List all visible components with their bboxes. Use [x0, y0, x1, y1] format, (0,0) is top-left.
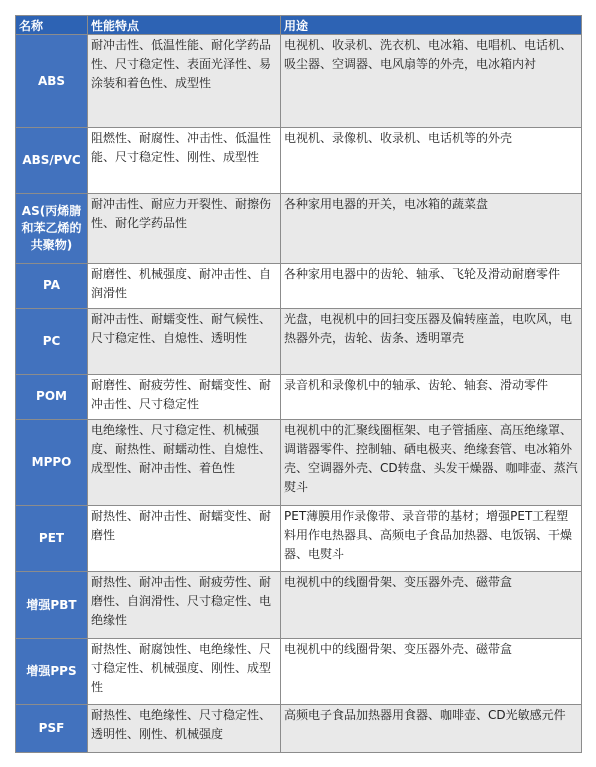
material-uses: 电视机中的汇聚线圈框架、电子管插座、高压绝缘罩、调谐器零件、控制轴、硒电极夹、绝缘套管、电冰箱外壳、空调器外壳、CD转盘、头发干燥器、咖啡壶、蒸汽熨斗 [281, 420, 582, 506]
material-uses: 录音机和录像机中的轴承、齿轮、轴套、滑动零件 [281, 374, 582, 419]
material-properties: 耐冲击性、低温性能、耐化学药品性、尺寸稳定性、表面光泽性、易涂装和着色性、成型性 [88, 35, 281, 128]
material-name: PA [16, 263, 88, 308]
material-name: AS(丙烯腈和苯乙烯的共聚物) [16, 194, 88, 263]
material-properties: 耐热性、电绝缘性、尺寸稳定性、透明性、刚性、机械强度 [88, 704, 281, 752]
material-uses: 各种家用电器的开关，电冰箱的蔬菜盘 [281, 194, 582, 263]
material-uses: 电视机中的线圈骨架、变压器外壳、磁带盒 [281, 638, 582, 704]
material-properties: 耐热性、耐冲击性、耐蠕变性、耐磨性 [88, 506, 281, 572]
material-properties: 耐热性、耐腐蚀性、电绝缘性、尺寸稳定性、机械强度、刚性、成型性 [88, 638, 281, 704]
material-name: PET [16, 506, 88, 572]
material-name: MPPO [16, 420, 88, 506]
table-row [16, 506, 582, 572]
material-properties: 阻燃性、耐腐性、冲击性、低温性能、尺寸稳定性、刚性、成型性 [88, 128, 281, 194]
material-properties: 耐冲击性、耐蠕变性、耐气候性、尺寸稳定性、自熄性、透明性 [88, 308, 281, 374]
material-uses: 各种家用电器中的齿轮、轴承、飞轮及滑动耐磨零件 [281, 263, 582, 308]
material-name: POM [16, 374, 88, 419]
material-name: PSF [16, 704, 88, 752]
table-row [16, 420, 582, 506]
material-uses: 电视机中的线圈骨架、变压器外壳、磁带盒 [281, 572, 582, 638]
material-properties: 耐热性、耐冲击性、耐疲劳性、耐磨性、自润滑性、尺寸稳定性、电绝缘性 [88, 572, 281, 638]
header-row [16, 16, 582, 35]
table-row [16, 194, 582, 263]
material-properties: 耐磨性、耐疲劳性、耐蠕变性、耐冲击性、尺寸稳定性 [88, 374, 281, 419]
header-properties: 性能特点 [88, 16, 281, 35]
table-row [16, 308, 582, 374]
material-name: ABS [16, 35, 88, 128]
table-row [16, 263, 582, 308]
material-uses: 电视机、录像机、收录机、电话机等的外壳 [281, 128, 582, 194]
table-row [16, 638, 582, 704]
material-uses: 高频电子食品加热器用食器、咖啡壶、CD光敏感元件 [281, 704, 582, 752]
material-name: ABS/PVC [16, 128, 88, 194]
table-row [16, 572, 582, 638]
table-row [16, 35, 582, 128]
material-uses: 电视机、收录机、洗衣机、电冰箱、电唱机、电话机、吸尘器、空调器、电风扇等的外壳，电冰箱内衬 [281, 35, 582, 128]
table-row [16, 374, 582, 419]
material-properties: 耐磨性、机械强度、耐冲击性、自润滑性 [88, 263, 281, 308]
material-name: PC [16, 308, 88, 374]
header-uses: 用途 [281, 16, 582, 35]
table-row [16, 704, 582, 752]
material-name: 增强PBT [16, 572, 88, 638]
material-uses: 光盘，电视机中的回扫变压器及偏转座盖，电吹风，电热器外壳，齿轮、齿条、透明罩壳 [281, 308, 582, 374]
material-name: 增强PPS [16, 638, 88, 704]
material-properties: 耐冲击性、耐应力开裂性、耐擦伤性、耐化学药品性 [88, 194, 281, 263]
plastics-table [15, 15, 582, 753]
table-row [16, 128, 582, 194]
header-name: 名称 [16, 16, 88, 35]
material-uses: PET薄膜用作录像带、录音带的基材；增强PET工程塑料用作电热器具、高频电子食品加热器、电饭锅、干燥器、电熨斗 [281, 506, 582, 572]
material-properties: 电绝缘性、尺寸稳定性、机械强度、耐热性、耐蠕动性、自熄性、成型性、耐冲击性、着色性 [88, 420, 281, 506]
